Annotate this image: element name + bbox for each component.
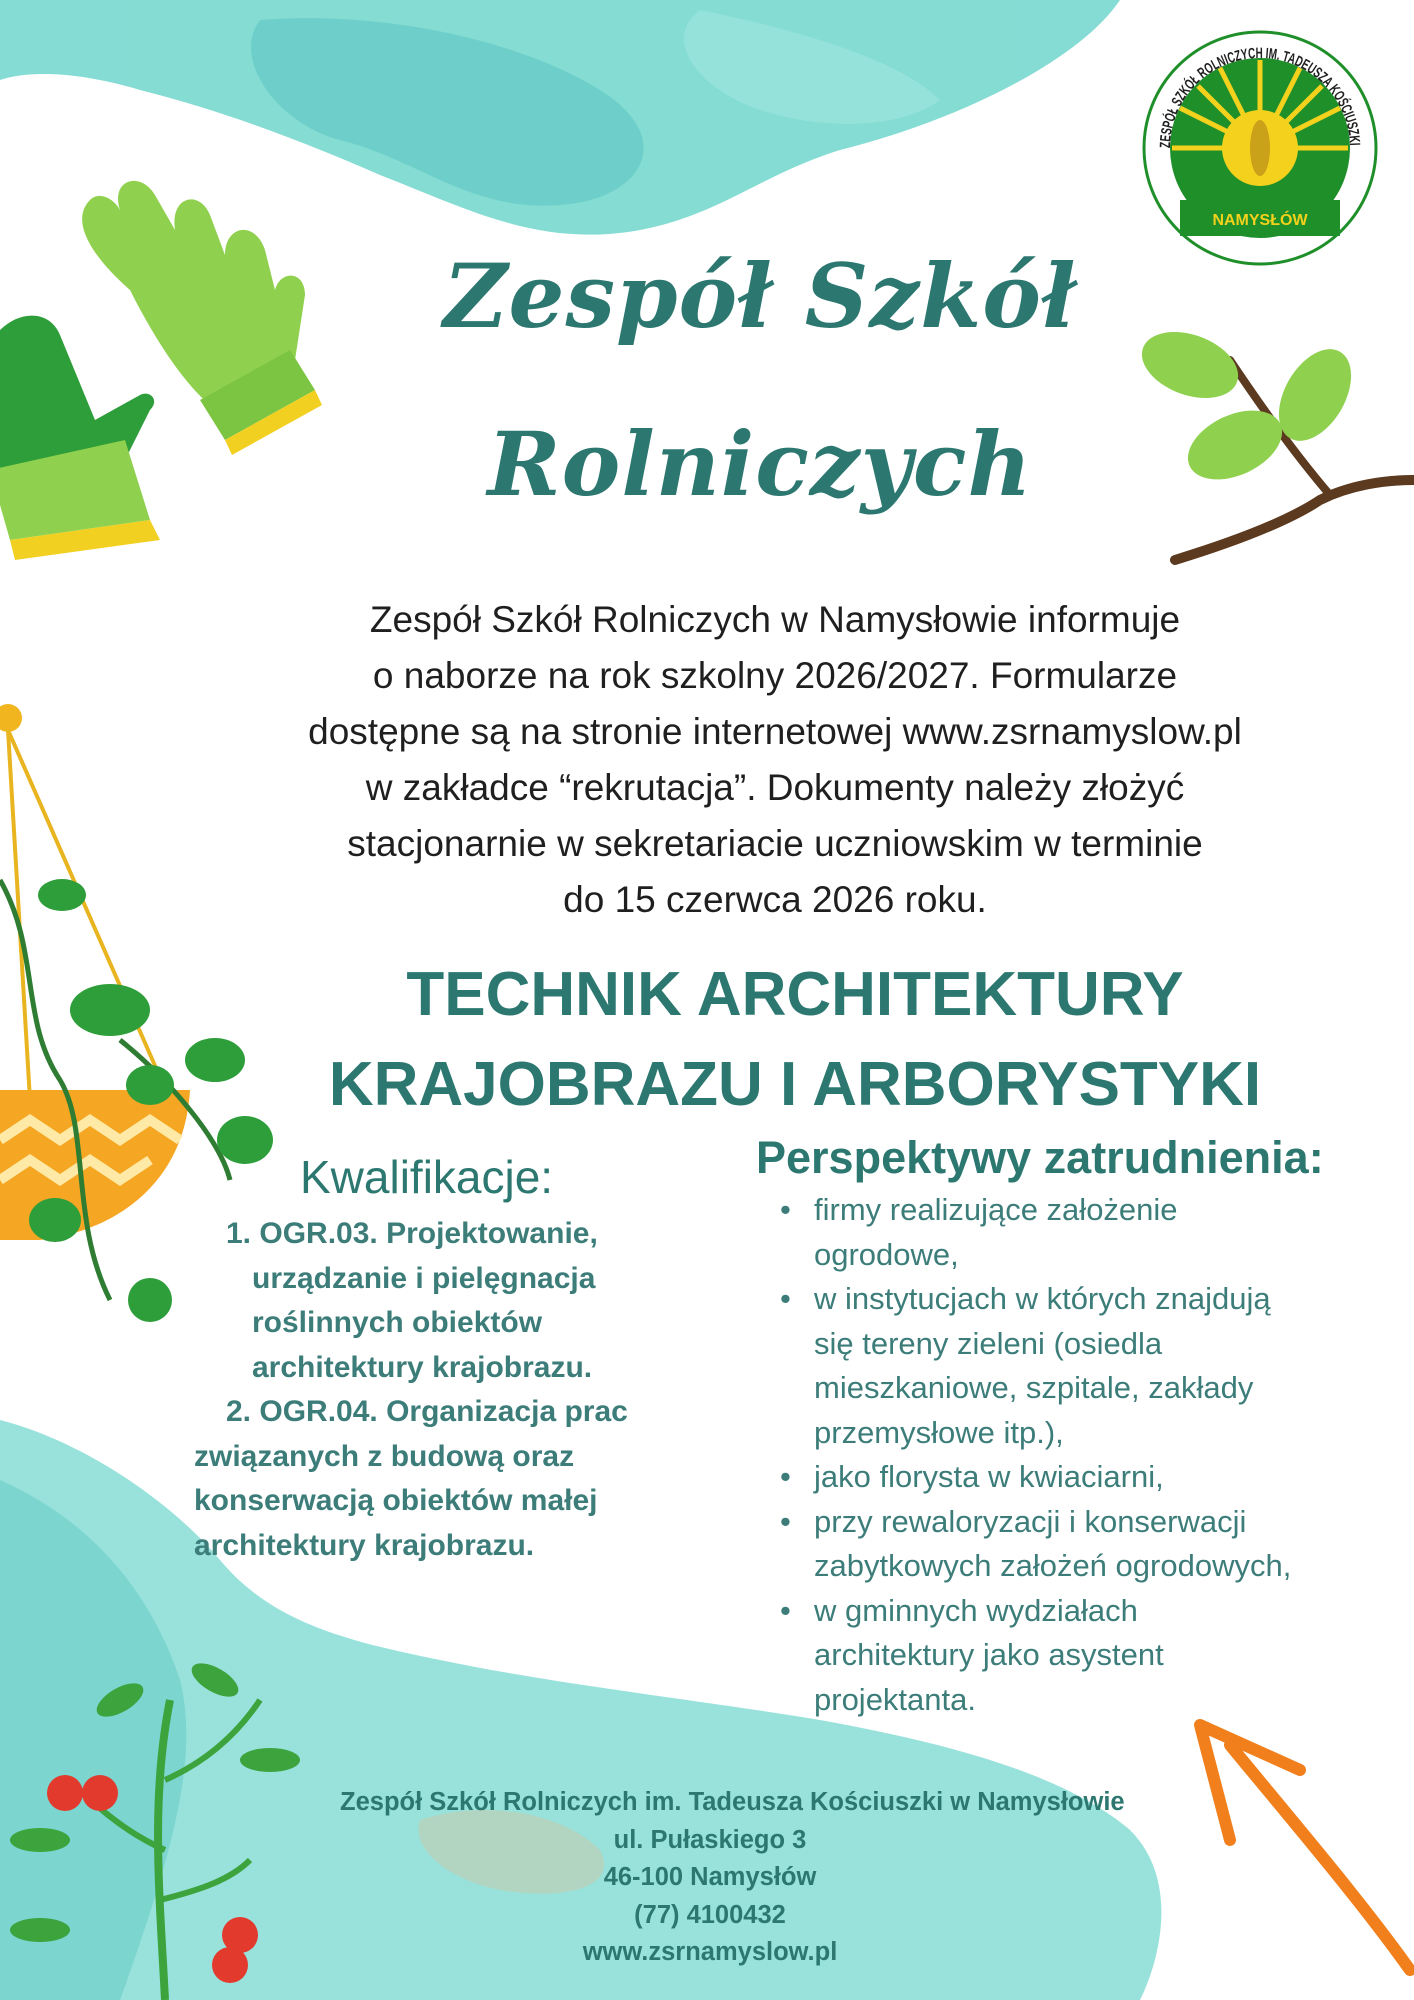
qualification-line: związanych z budową oraz xyxy=(194,1439,575,1473)
intro-line: o naborze na rok szkolny 2026/2027. Formularze xyxy=(372,655,1178,696)
program-heading xyxy=(230,950,1360,1130)
intro-line: Zespół Szkół Rolniczych w Namysłowie informuje xyxy=(369,599,1181,640)
list-item-line: • przy rewaloryzacji i konserwacji xyxy=(814,1503,1247,1539)
intro-line: w zakładce “rekrutacja”. Dokumenty należy złożyć xyxy=(365,767,1185,808)
qualification-line: architektury krajobrazu. xyxy=(194,1528,535,1562)
list-item-line: architektury jako asystent xyxy=(814,1637,1164,1672)
qualification-line: 2. OGR.04. Organizacja prac xyxy=(226,1395,628,1428)
list-item xyxy=(780,1455,1380,1500)
list-item-line: projektanta. xyxy=(814,1681,976,1717)
list-item xyxy=(780,1277,1380,1455)
qualifications-list xyxy=(194,1212,734,1568)
list-item-line: • w instytucjach w których znajdują xyxy=(814,1281,1271,1316)
footer-website-link[interactable]: www.zsrnamyslow.pl xyxy=(582,1938,838,1966)
logo-banner: NAMYSŁÓW xyxy=(1212,212,1308,229)
arrow-illustration xyxy=(1200,1725,1410,1970)
page-title-line-2: Rolniczych xyxy=(487,412,1033,516)
list-item xyxy=(780,1500,1380,1589)
qualification-line: architektury krajobrazu. xyxy=(252,1350,593,1384)
qualification-line: konserwacją obiektów małej xyxy=(194,1484,598,1517)
qualifications-heading: Kwalifikacje: xyxy=(300,1151,554,1203)
list-item-line: mieszkaniowe, szpitale, zakłady xyxy=(814,1370,1254,1405)
list-item-line: się tereny zieleni (osiedla xyxy=(814,1325,1163,1361)
list-item-line: • firmy realizujące założenie xyxy=(814,1192,1178,1227)
school-logo xyxy=(1140,28,1380,268)
intro-line: stacjonarnie w sekretariacie uczniowskim w terminie xyxy=(347,823,1203,864)
list-item xyxy=(780,1188,1380,1277)
intro-paragraph xyxy=(190,592,1360,928)
perspectives-list xyxy=(780,1188,1380,1722)
footer-street: ul. Pułaskiego 3 xyxy=(613,1825,807,1854)
footer-school-name: Zespół Szkół Rolniczych im. Tadeusza Kościuszki w Namysłowie xyxy=(340,1788,1125,1816)
branch-illustration xyxy=(1133,320,1414,560)
program-heading-line-1: TECHNIK ARCHITEKTURY xyxy=(406,960,1184,1029)
qualification-line: 1. OGR.03. Projektowanie, xyxy=(226,1217,598,1250)
qualification-line: roślinnych obiektów xyxy=(252,1306,543,1339)
intro-line: do 15 czerwca 2026 roku. xyxy=(563,879,987,920)
qualification-line: urządzanie i pielęgnacja xyxy=(252,1261,596,1295)
logo-ring-text: ZESPÓŁ SZKÓŁ ROLNICZYCH IM. TADEUSZA KOŚCIUSZKI xyxy=(1156,44,1364,149)
footer-postal-city: 46-100 Namysłów xyxy=(603,1863,817,1891)
contact-footer xyxy=(340,1784,1125,1972)
perspectives-heading: Perspektywy zatrudnienia: xyxy=(756,1132,1324,1183)
page-title-line-1: Zespół Szkół xyxy=(443,244,1077,348)
footer-phone: (77) 4100432 xyxy=(634,1900,786,1929)
list-item-line: • w gminnych wydziałach xyxy=(814,1592,1138,1628)
intro-line: dostępne są na stronie internetowej www.zsrnamyslow.pl xyxy=(308,711,1242,752)
gloves-illustration xyxy=(0,181,322,560)
list-item-line: • jako florysta w kwiaciarni, xyxy=(814,1459,1164,1494)
list-item-line: zabytkowych założeń ogrodowych, xyxy=(814,1548,1292,1583)
list-item-line: przemysłowe itp.), xyxy=(814,1414,1064,1450)
list-item-line: ogrodowe, xyxy=(814,1236,959,1272)
program-heading-line-2: KRAJOBRAZU I ARBORYSTYKI xyxy=(328,1050,1262,1119)
watercolor-top xyxy=(0,0,1120,235)
list-item xyxy=(780,1589,1380,1723)
